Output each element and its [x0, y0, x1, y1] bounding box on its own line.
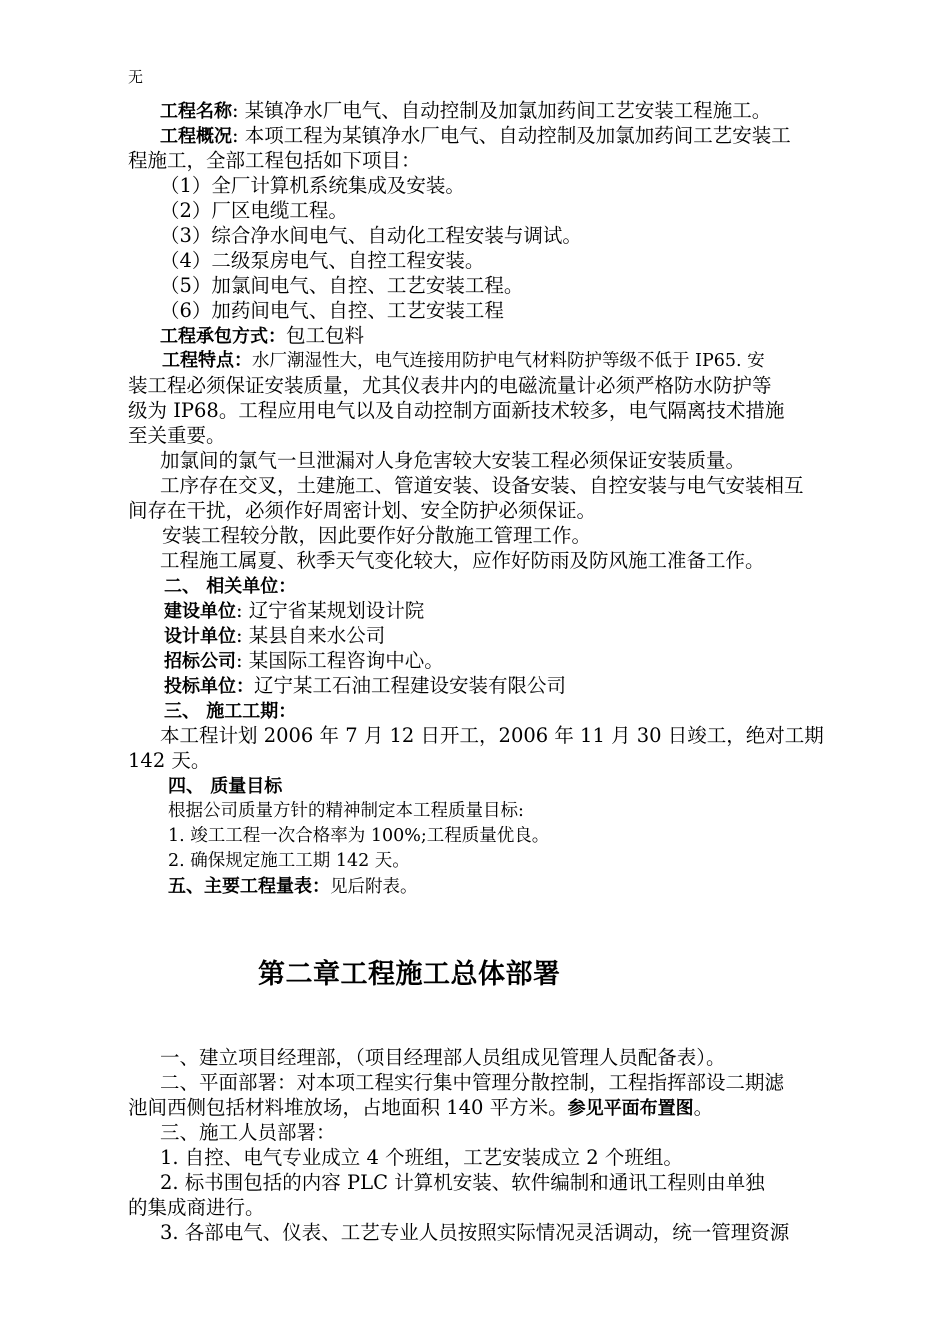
paragraph-line: 加氯间的氯气一旦泄漏对人身危害较大安装工程必须保证安装质量。	[160, 449, 746, 472]
list-item: （6）加药间电气、自控、工艺安装工程	[160, 299, 504, 322]
list-item: 1. 竣工工程一次合格率为 100%;工程质量优良。	[168, 826, 550, 846]
list-item: 3. 各部电气、仪表、工艺专业人员按照实际情况灵活调动，统一管理资源	[160, 1221, 790, 1244]
line-builder: 建设单位: 辽宁省某规划设计院	[164, 599, 425, 622]
paragraph-line: 一、建立项目经理部，（项目经理部人员组成见管理人员配备表）。	[160, 1046, 726, 1069]
line-quantities: 五、主要工程量表：见后附表。	[168, 876, 418, 897]
list-item: （2）厂区电缆工程。	[160, 199, 348, 222]
chapter-title: 第二章工程施工总体部署	[258, 959, 561, 990]
list-item: 2. 标书围包括的内容 PLC 计算机安装、软件编制和通讯工程则由单独	[160, 1171, 765, 1194]
section-heading: 四、 质量目标	[168, 776, 283, 797]
paragraph-line: 工序存在交叉，土建施工、管道安装、设备安装、自控安装与电气安装相互	[160, 474, 804, 497]
line-tender-company: 招标公司: 某国际工程咨询中心。	[164, 649, 444, 672]
paragraph-line: 至关重要。	[128, 424, 226, 447]
line-overview-cont: 程施工，全部工程包括如下项目：	[128, 149, 421, 172]
paragraph-line: 二、平面部署：对本项工程实行集中管理分散控制，工程指挥部设二期滤	[160, 1071, 785, 1094]
list-item: （5）加氯间电气、自控、工艺安装工程。	[160, 274, 524, 297]
paragraph-line: 根据公司质量方针的精神制定本工程质量目标:	[168, 801, 524, 821]
line-contract-mode: 工程承包方式：包工包料	[160, 324, 365, 347]
line-features: 工程特点：水厂潮湿性大，电气连接用防护电气材料防护等级不低于 IP65. 安	[162, 350, 765, 371]
section-heading: 三、 施工工期：	[164, 701, 297, 722]
paragraph-line: 池间西侧包括材料堆放场，占地面积 140 平方米。参见平面布置图。	[128, 1096, 714, 1119]
paragraph-line: 142 天。	[128, 749, 211, 772]
paragraph-line: 三、施工人员部署：	[160, 1121, 336, 1144]
list-item: 2. 确保规定施工工期 142 天。	[168, 851, 410, 871]
list-item: （3）综合净水间电气、自动化工程安装与调试。	[160, 224, 582, 247]
list-item: 1. 自控、电气专业成立 4 个班组，工艺安装成立 2 个班组。	[160, 1146, 683, 1169]
list-item: （4）二级泵房电气、自控工程安装。	[160, 249, 485, 272]
paragraph-line: 级为 IP68。工程应用电气以及自动控制方面新技术较多，电气隔离技术措施	[128, 399, 785, 422]
paragraph-line: 装工程必须保证安装质量，尤其仪表井内的电磁流量计必须严格防水防护等	[128, 374, 772, 397]
line-project-overview: 工程概况: 本项工程为某镇净水厂电气、自动控制及加氯加药间工艺安装工	[160, 124, 791, 147]
line-bidder: 投标单位：辽宁某工石油工程建设安装有限公司	[164, 674, 567, 697]
header-mark: 无	[128, 68, 144, 86]
paragraph-line: 的集成商进行。	[128, 1196, 265, 1219]
paragraph-line: 本工程计划 2006 年 7 月 12 日开工，2006 年 11 月 30 日竣工，绝对工期	[160, 724, 824, 747]
line-designer: 设计单位: 某县自来水公司	[164, 624, 386, 647]
paragraph-line: 安装工程较分散，因此要作好分散施工管理工作。	[162, 524, 592, 547]
list-item: （1）全厂计算机系统集成及安装。	[160, 174, 465, 197]
section-heading: 二、 相关单位：	[164, 576, 297, 597]
paragraph-line: 间存在干扰，必须作好周密计划、安全防护必须保证。	[128, 499, 597, 522]
line-project-name: 工程名称: 某镇净水厂电气、自动控制及加氯加药间工艺安装工程施工。	[160, 99, 772, 122]
paragraph-line: 工程施工属夏、秋季天气变化较大，应作好防雨及防风施工准备工作。	[160, 549, 765, 572]
